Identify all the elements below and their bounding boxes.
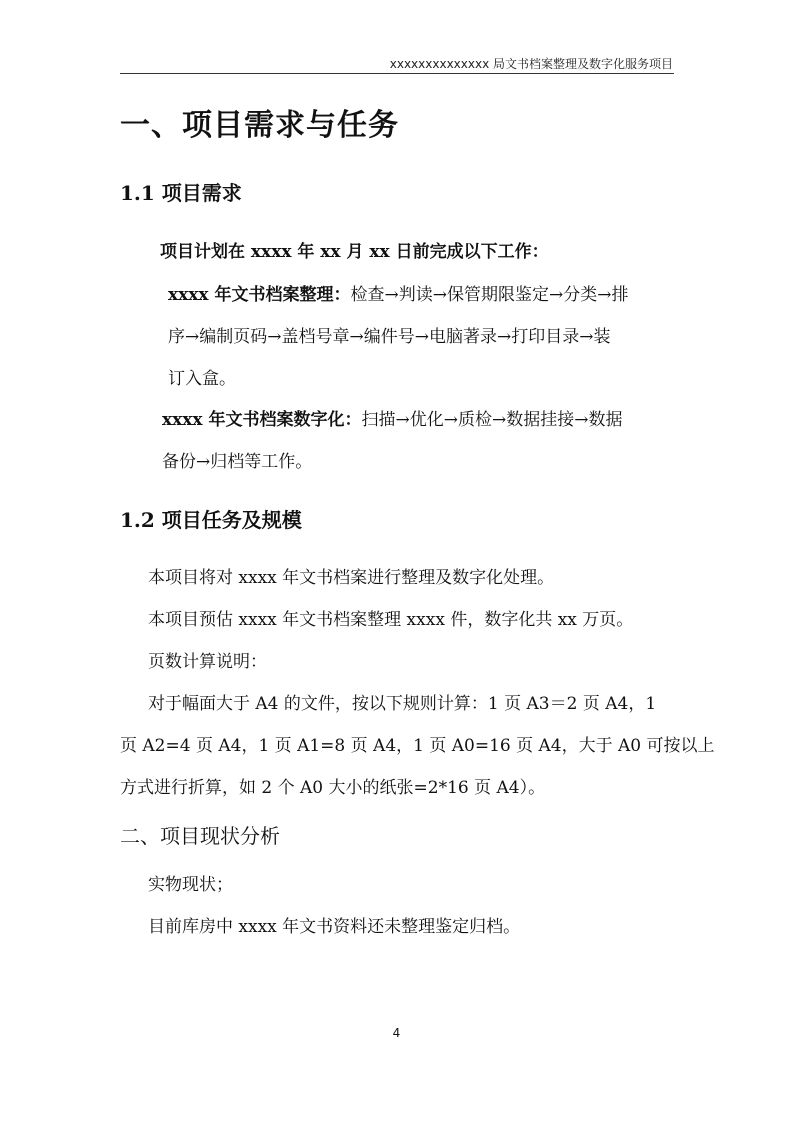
requirement-item-2-steps: 扫描→优化→质检→数据挂接→数据	[361, 410, 623, 430]
task-paragraph-2: 本项目预估 xxxx 年文书档案整理 xxxx 件，数字化共 xx 万页。	[148, 610, 634, 630]
requirement-item-1-line-2: 序→编制页码→盖档号章→编件号→电脑著录→打印目录→装	[168, 327, 611, 347]
subsection-heading-1-1: 1.1 项目需求	[120, 181, 242, 205]
header-divider	[120, 73, 674, 74]
status-paragraph-2: 目前库房中 xxxx 年文书资料还未整理鉴定归档。	[148, 917, 521, 937]
requirement-item-1-line-1	[168, 280, 628, 305]
task-paragraph-3: 页数计算说明：	[148, 652, 267, 672]
requirement-item-1-steps: 检查→判读→保管期限鉴定→分类→排	[350, 285, 629, 305]
section-heading-2: 二、项目现状分析	[120, 824, 280, 848]
page-header: xxxxxxxxxxxxxx 局文书档案整理及数字化服务项目	[389, 57, 673, 71]
task-paragraph-4-line-1: 对于幅面大于 A4 的文件，按以下规则计算：1 页 A3＝2 页 A4，1	[148, 694, 657, 714]
requirement-intro: 项目计划在 xxxx 年 xx 月 xx 日前完成以下工作：	[160, 242, 549, 262]
subsection-heading-1-2: 1.2 项目任务及规模	[120, 508, 302, 532]
task-paragraph-4-line-2: 页 A2=4 页 A4，1 页 A1=8 页 A4，1 页 A0=16 页 A4，大于 A0 可按以上	[120, 736, 715, 756]
requirement-item-1-line-3: 订入盒。	[168, 369, 236, 389]
page-number: 4	[392, 1026, 401, 1040]
task-paragraph-1: 本项目将对 xxxx 年文书档案进行整理及数字化处理。	[148, 568, 555, 588]
status-paragraph-1: 实物现状；	[148, 875, 233, 895]
requirement-item-1-label: xxxx 年文书档案整理：	[168, 285, 351, 305]
requirement-item-2-label: xxxx 年文书档案数字化：	[162, 410, 362, 430]
requirement-item-2-line-1	[162, 405, 622, 430]
task-paragraph-4-line-3: 方式进行折算，如 2 个 A0 大小的纸张=2*16 页 A4）。	[120, 778, 546, 798]
requirement-item-2-line-2: 备份→归档等工作。	[162, 452, 313, 472]
section-heading-1: 一、项目需求与任务	[120, 108, 399, 143]
